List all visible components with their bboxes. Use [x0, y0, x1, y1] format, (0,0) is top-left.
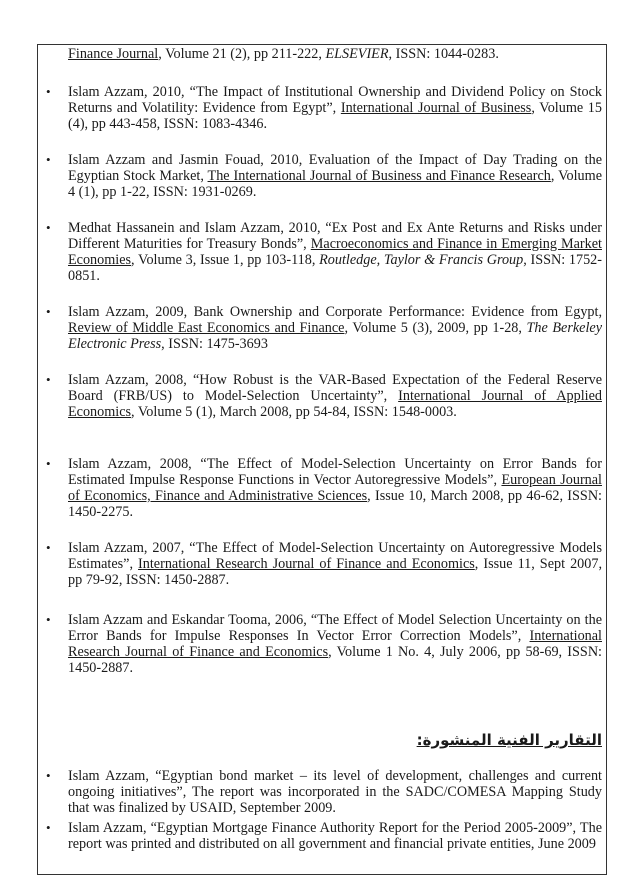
citation-text: , Volume 5 (3), 2009, pp 1-28,: [344, 320, 527, 336]
citation-text: Islam Azzam and Jasmin Fouad, 2010, Evaluation of the Impact of Day Trading on the Egyptian Stock Market,: [68, 152, 602, 184]
bullet-icon: •: [46, 152, 51, 167]
publication-entry: [46, 612, 603, 676]
publication-entry: [68, 46, 602, 62]
publication-entry: [46, 372, 602, 420]
citation-text: Islam Azzam, 2009, Bank Ownership and Corporate Performance: Evidence from Egypt,: [68, 304, 602, 320]
citation-text: Islam Azzam, 2008, “How Robust is the VAR-Based Expectation of the Federal Reserve Board (FRB/US) to Model-Selection Uncertainty”,: [68, 372, 602, 404]
journal-name: International Journal of Applied Economics: [68, 388, 602, 420]
citation-text: , ISSN: 1044-0283.: [388, 46, 499, 62]
journal-name: Finance Journal: [68, 46, 159, 62]
citation-text: , Volume 21 (2), pp 211-222,: [158, 46, 326, 62]
citation-text: , Volume 1 No. 4, July 2006, pp 58-69, ISSN: 1450-2887.: [68, 644, 603, 676]
citation-text: Islam Azzam, 2008, “The Effect of Model-Selection Uncertainty on Error Bands for Estimated Impulse Response Functions in Vector Autoregressive Models”,: [68, 456, 602, 488]
citation-text: , Volume 3, Issue 1, pp 103-118,: [131, 252, 320, 268]
publisher-name: The Berkeley Electronic Press: [68, 320, 602, 352]
citation-text: , ISSN: 1752-0851.: [68, 252, 602, 284]
journal-name: International Research Journal of Finance and Economics: [138, 556, 475, 572]
bullet-icon: •: [46, 820, 51, 835]
publication-entry: [46, 84, 602, 132]
publication-entry: [46, 152, 602, 200]
report-entry: [46, 768, 602, 816]
reports-heading: التقارير الفنية المنشورة:: [416, 731, 602, 749]
bullet-icon: •: [46, 768, 51, 783]
bullet-icon: •: [46, 540, 51, 555]
citation-text: Medhat Hassanein and Islam Azzam, 2010, “Ex Post and Ex Ante Returns and Risks under Different Maturities for Treasury Bonds”,: [68, 220, 602, 252]
journal-name: Macroeconomics and Finance in Emerging Market Economies: [68, 236, 602, 268]
journal-name: International Journal of Business: [340, 100, 532, 116]
citation-text: Islam Azzam, 2007, “The Effect of Model-Selection Uncertainty on Autoregressive Models Estimates”,: [68, 540, 602, 572]
citation-text: , ISSN: 1475-3693: [161, 336, 268, 352]
bullet-icon: •: [46, 84, 51, 99]
bullet-icon: •: [46, 220, 51, 235]
citation-text: , Issue 11, Sept 2007, pp 79-92, ISSN: 1450-2887.: [68, 556, 602, 588]
citation-text: Islam Azzam and Eskandar Tooma, 2006, “The Effect of Model Selection Uncertainty on the Error Bands for Impulse Responses In Vector Error Correction Models”,: [68, 612, 602, 644]
publication-entry: [46, 540, 602, 588]
publisher-name: Routledge, Taylor & Francis Group: [319, 252, 524, 268]
report-entry: [46, 820, 602, 852]
citation-text: Islam Azzam, 2010, “The Impact of Institutional Ownership and Dividend Policy on Stock Returns and Volatility: Evidence from Egypt”,: [68, 84, 602, 116]
citation-text: , Volume 5 (1), March 2008, pp 54-84, ISSN: 1548-0003.: [131, 404, 457, 420]
citation-text: Islam Azzam, “Egyptian Mortgage Finance Authority Report for the Period 2005-2009”, The report was printed and distributed on all government and financial private entities, June 2009: [68, 820, 602, 852]
bullet-icon: •: [46, 612, 51, 627]
publisher-name: ELSEVIER: [325, 46, 389, 62]
journal-name: Review of Middle East Economics and Finance: [68, 320, 345, 336]
citation-text: , Volume 4 (1), pp 1-22, ISSN: 1931-0269.: [68, 168, 602, 200]
publication-entry: [46, 456, 603, 520]
bullet-icon: •: [46, 456, 51, 471]
journal-name: European Journal of Economics, Finance and Administrative Sciences: [68, 472, 602, 504]
citation-text: Islam Azzam, “Egyptian bond market – its level of development, challenges and current ongoing initiatives”, The report was incorporated in the SADC/COMESA Mapping Study that was finalized by USAID, September 2009.: [68, 768, 602, 816]
citation-text: , Volume 15 (4), pp 443-458, ISSN: 1083-4346.: [68, 100, 602, 132]
publication-entry: [46, 220, 602, 284]
journal-name: The International Journal of Business and Finance Research: [207, 168, 551, 184]
publication-entry: [46, 304, 602, 352]
journal-name: International Research Journal of Finance and Economics: [68, 628, 602, 660]
bullet-icon: •: [46, 304, 51, 319]
citation-text: , Issue 10, March 2008, pp 46-62, ISSN: 1450-2275.: [68, 488, 603, 520]
bullet-icon: •: [46, 372, 51, 387]
